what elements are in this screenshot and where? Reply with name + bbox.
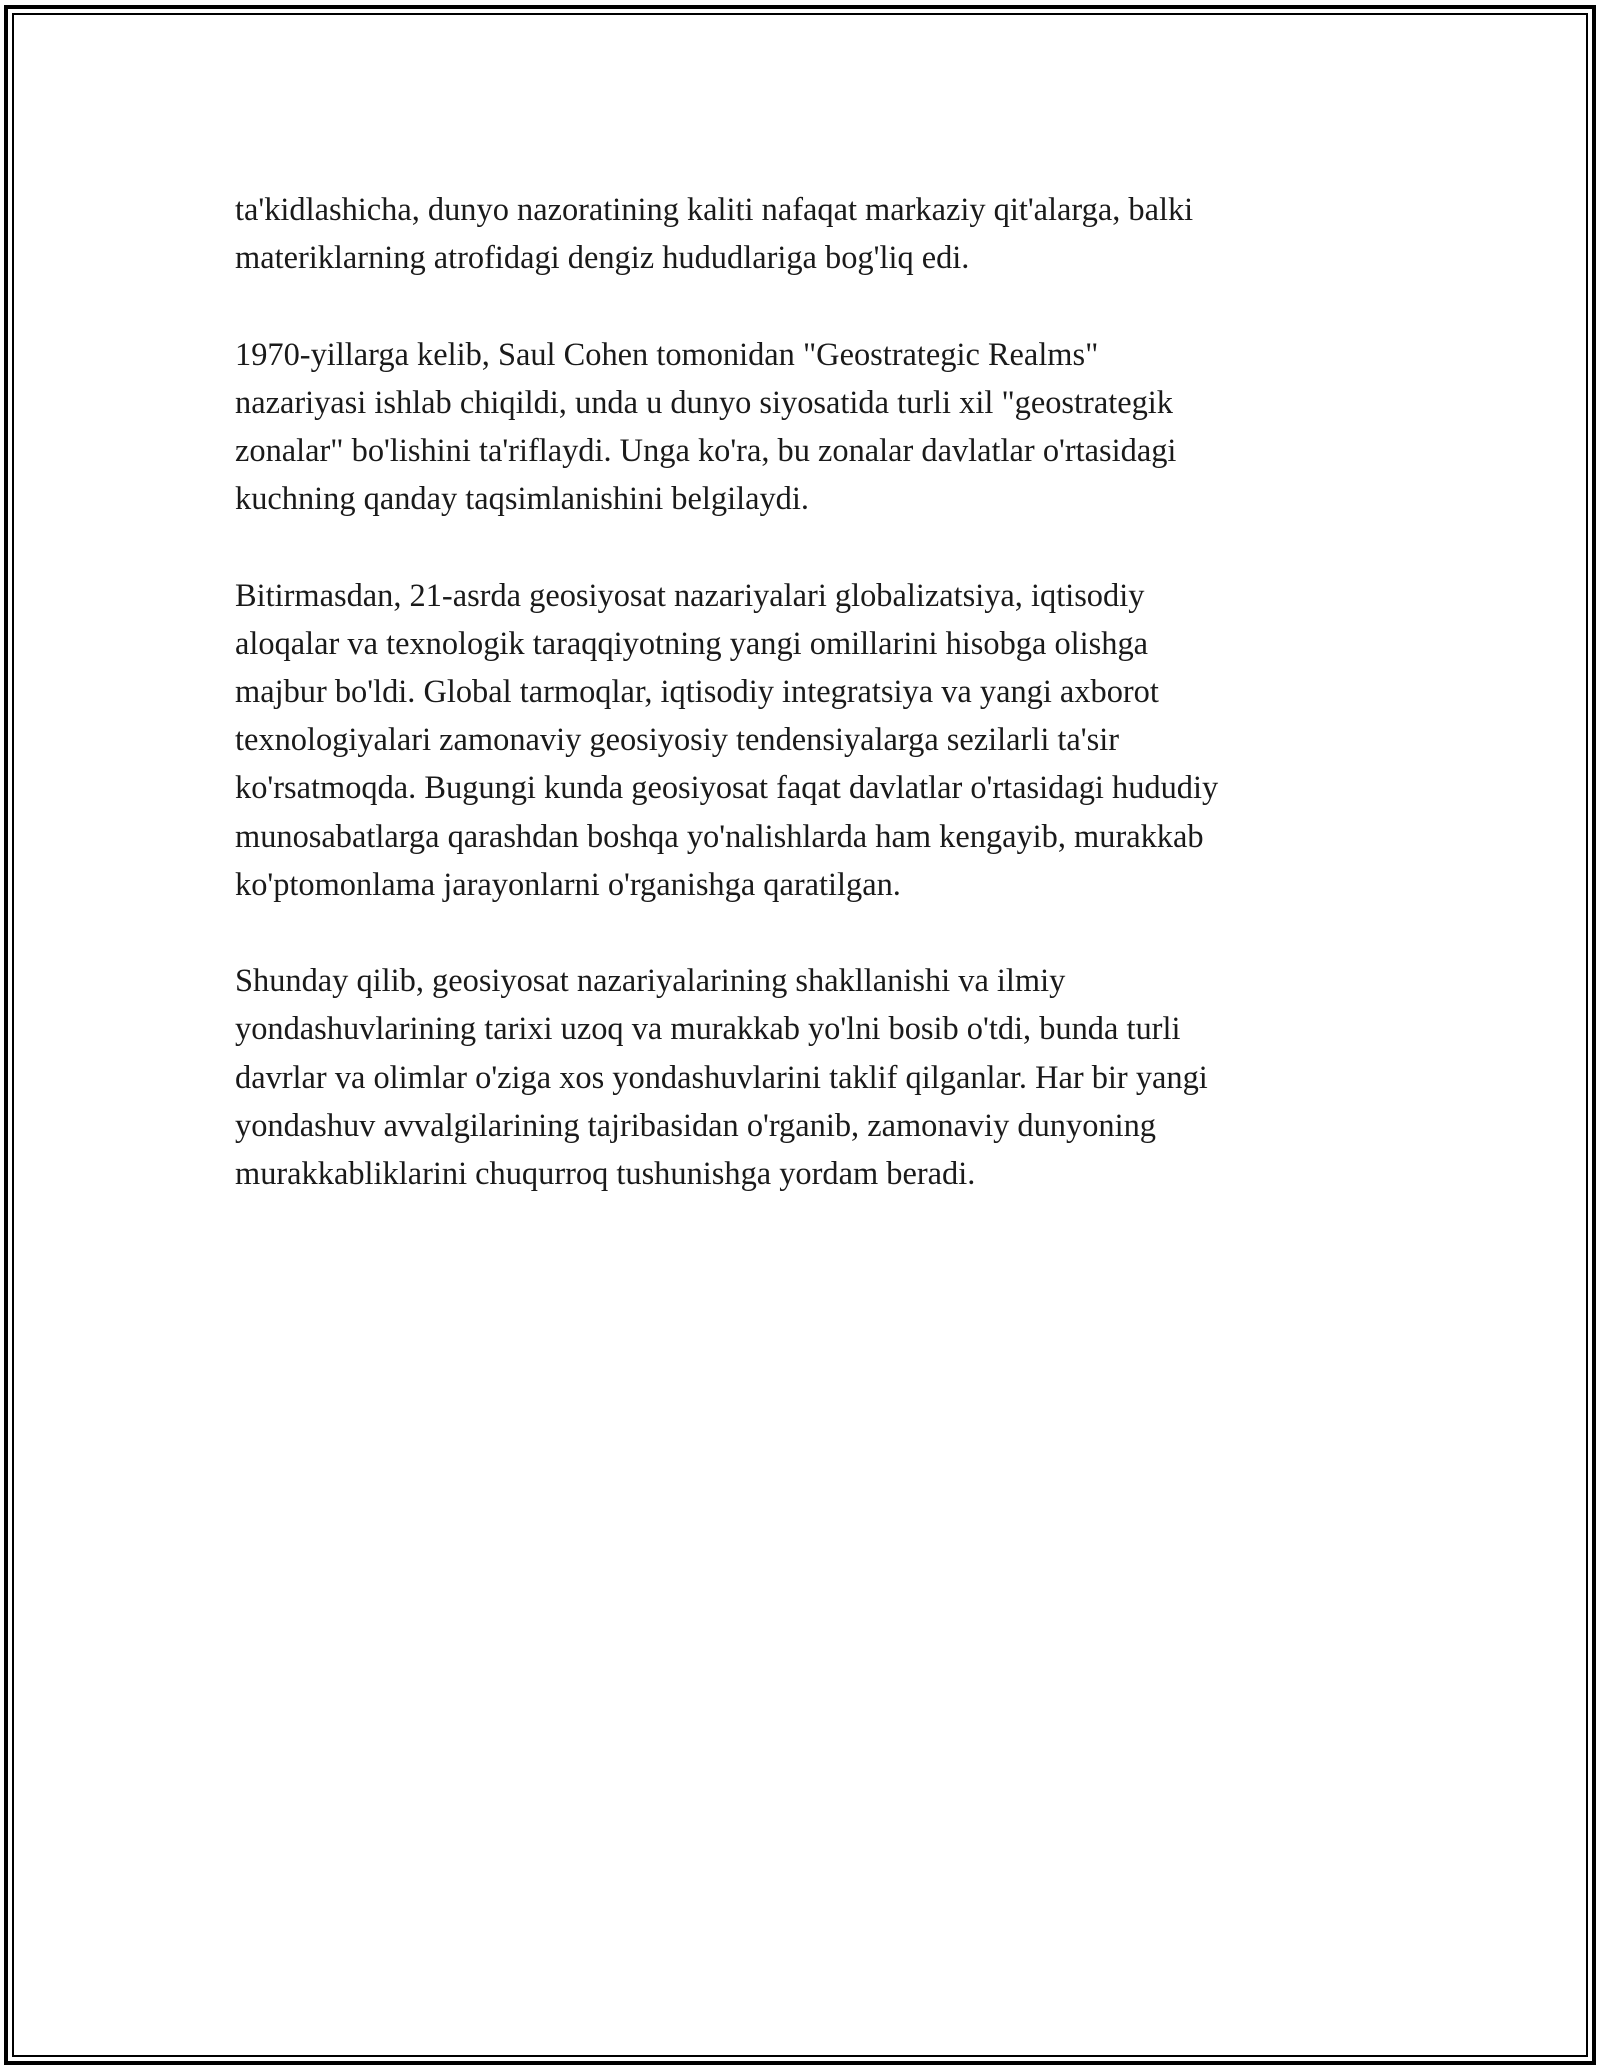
document-body (235, 186, 1385, 1246)
paragraph-4: Shunday qilib, geosiyosat nazariyalarining shakllanishi va ilmiy yondashuvlarining tarixi uzoq va murakkab yo'lni bosib o'tdi, bunda turli davrlar va olimlar o'ziga xos yondashuvlarini taklif qilganlar. Har bir yangi yondashuv avvalgilarining tajribasidan o'rganib, zamonaviy dunyoning murakkabliklarini chuqurroq tushunishga yordam beradi. (235, 963, 1208, 1193)
paragraph-1: ta'kidlashicha, dunyo nazoratining kaliti nafaqat markaziy qit'alarga, balki materiklarning atrofidagi dengiz hududlariga bog'liq edi. (235, 192, 1194, 277)
paragraph-3: Bitirmasdan, 21-asrda geosiyosat nazariyalari globalizatsiya, iqtisodiy aloqalar va texnologik taraqqiyotning yangi omillarini hisobga olishga majbur bo'ldi. Global tarmoqlar, iqtisodiy integratsiya va yangi axborot texnologiyalari zamonaviy geosiyosiy tendensiyalarga sezilarli ta'sir ko'rsatmoqda. Bugungi kunda geosiyosat faqat davlatlar o'rtasidagi hududiy munosabatlarga qarashdan boshqa yo'nalishlarda ham kengayib, murakkab ko'ptomonlama jarayonlarni o'rganishga qaratilgan. (235, 577, 1219, 903)
paragraph-2: 1970-yillarga kelib, Saul Cohen tomonidan "Geostrategic Realms" nazariyasi ishlab chiqildi, unda u dunyo siyosatida turli xil "geostrategik zonalar" bo'lishini ta'riflaydi. Unga ko'ra, bu zonalar davlatlar o'rtasidagi kuchning qanday taqsimlanishini belgilaydi. (235, 336, 1177, 518)
